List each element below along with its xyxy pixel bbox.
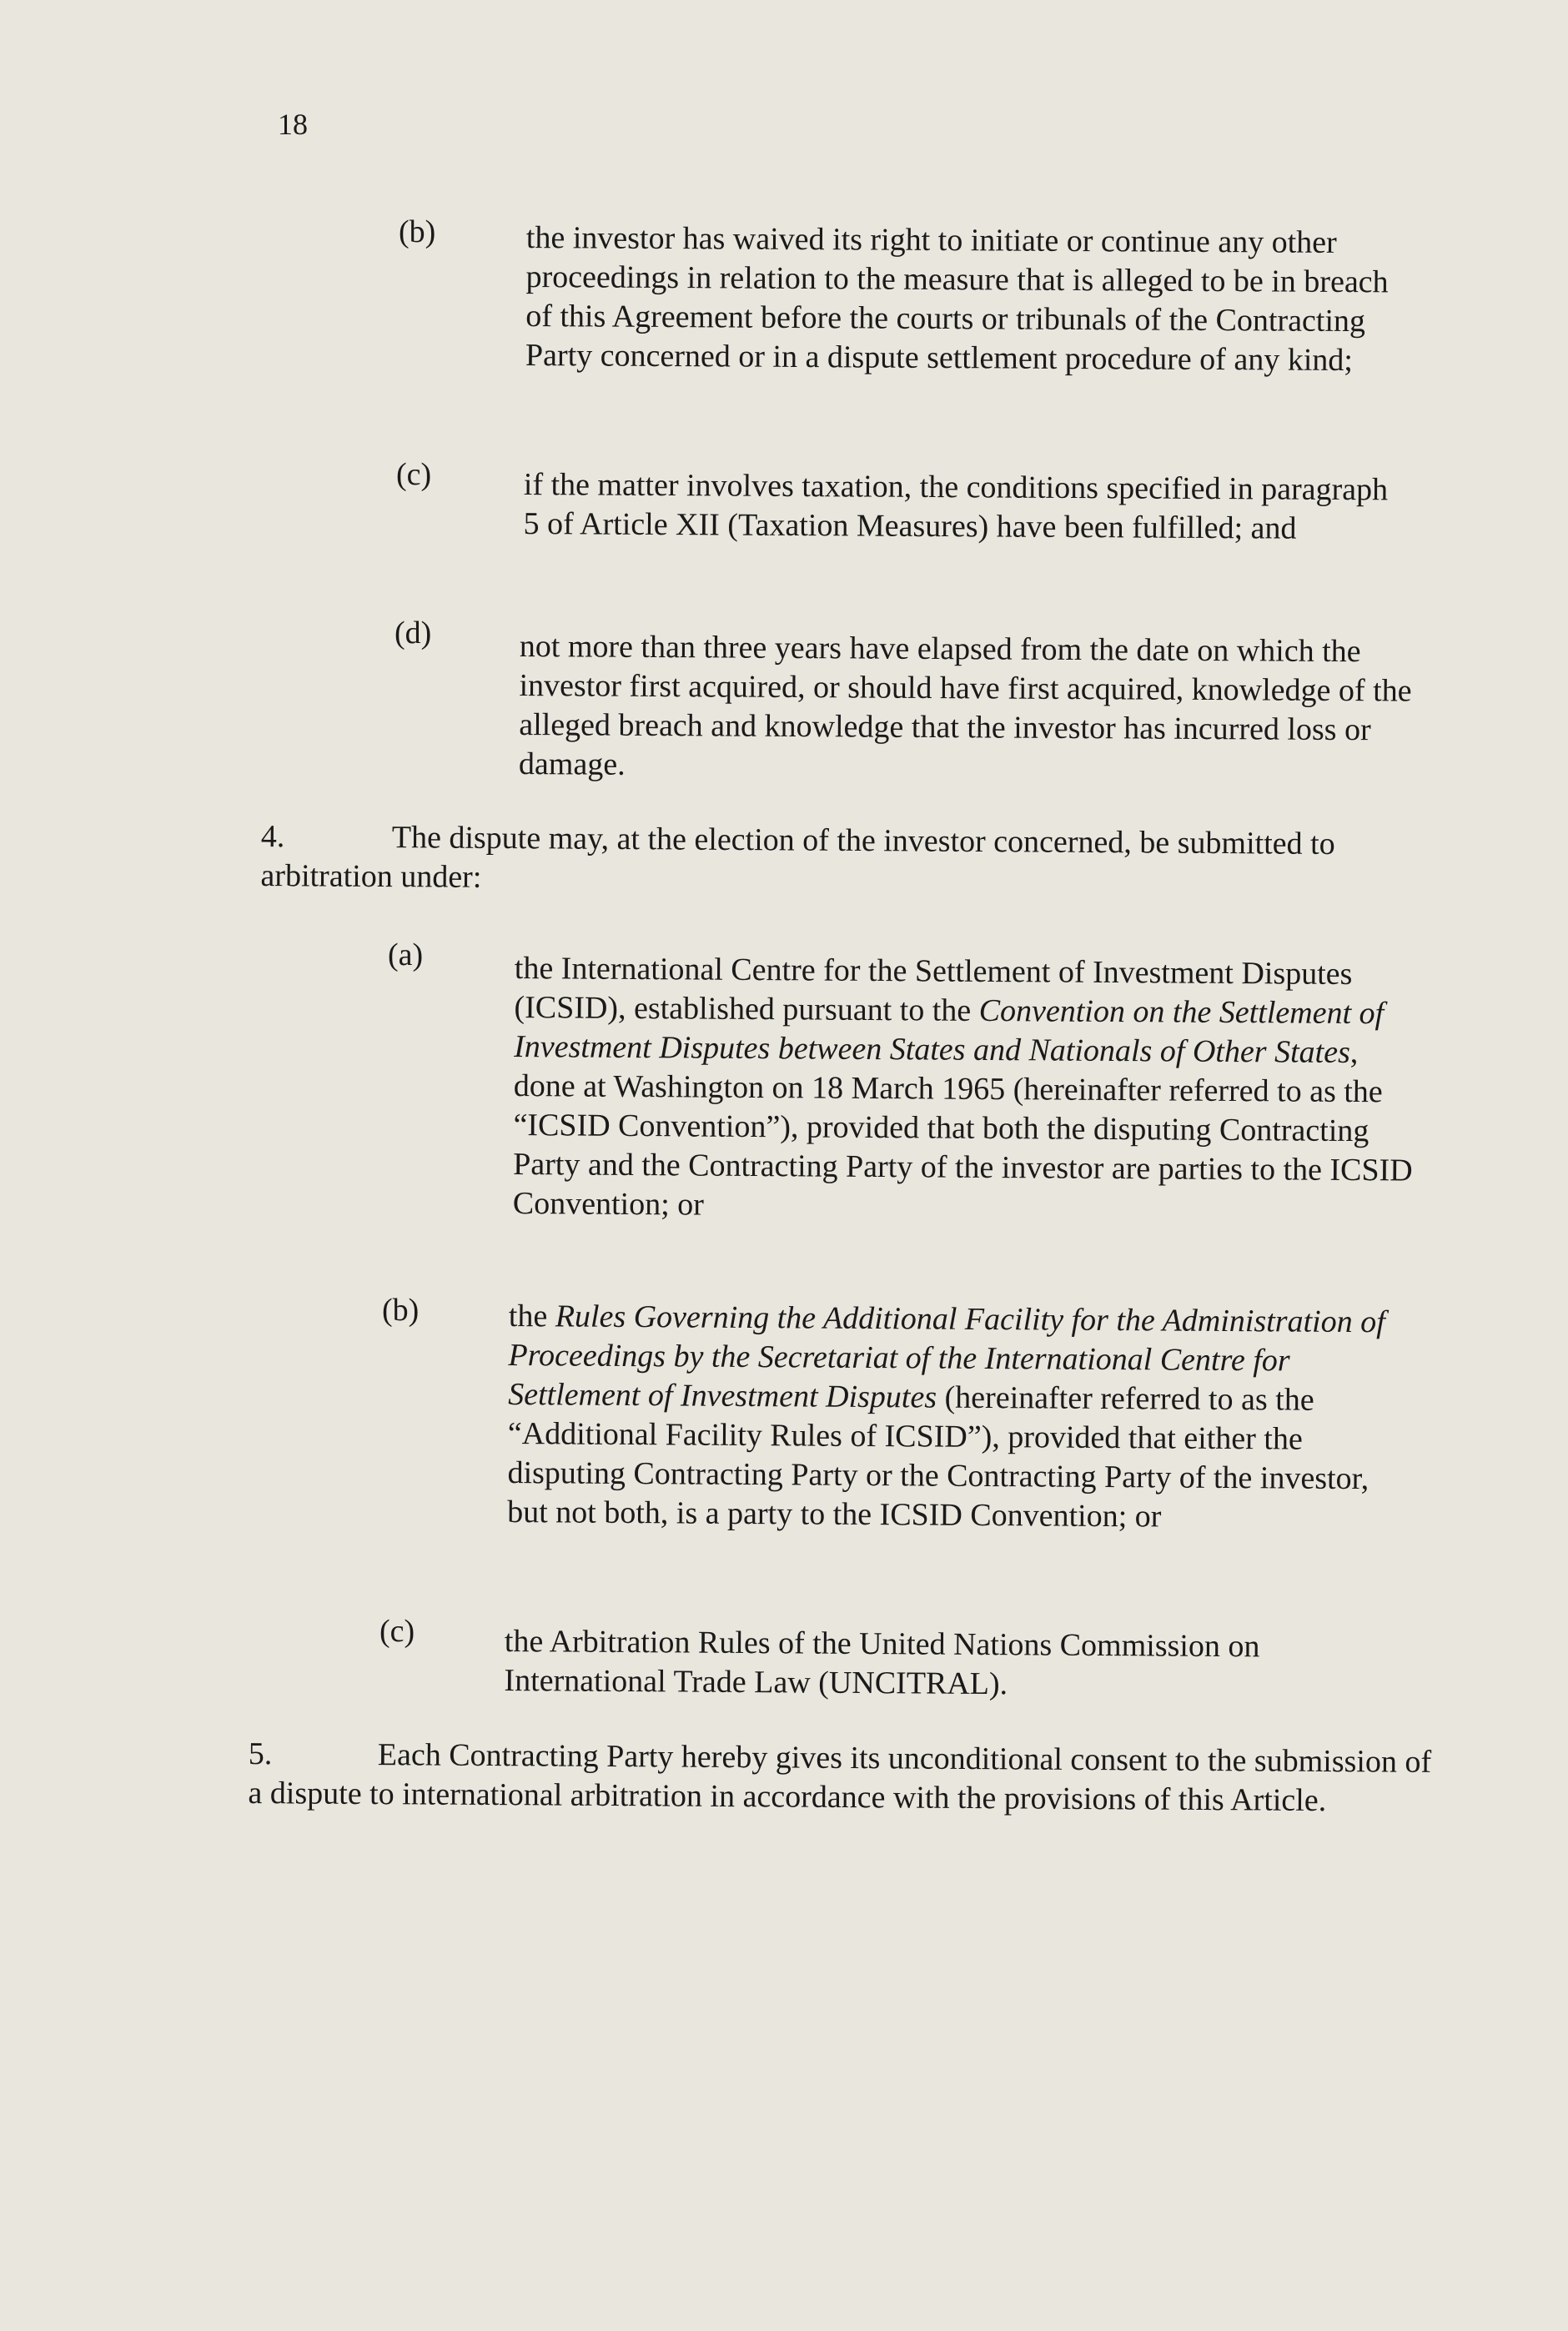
option-text-b	[507, 1297, 1418, 1539]
item-label-c: (c)	[396, 457, 432, 492]
option-b-rules-title: Rules Governing the Additional Facility for the Administration of Proceedings by the Secretariat of the International Centre for Settlement of Investment Disputes	[508, 1299, 1385, 1415]
paragraph-5-number: 5.	[248, 1736, 273, 1772]
option-b-text-part2: (hereinafter referred to as the “Additional Facility Rules of ICSID”), provided that either the disputing Contracting Party or the Contracting Party of the investor, but not both, is a party to the ICSID Convention; or	[507, 1379, 1369, 1535]
option-text-a	[513, 949, 1415, 1230]
option-label-a: (a)	[388, 937, 424, 972]
item-text-c: if the matter involves taxation, the conditions specified in paragraph 5 of Article XII (Taxation Measures) have been fulfilled; and	[523, 466, 1389, 546]
option-a-convention-title: Convention on the Settlement of Investment Disputes between States and Nationals of Other States	[514, 992, 1385, 1070]
paragraph-4	[260, 817, 1429, 904]
item-text-b: the investor has waived its right to initiate or continue any other proceedings in relation to the measure that is alleged to be in breach of this Agreement before the courts or tribunals of the Contracting Party concerned or in a dispute settlement procedure of any kind;	[525, 219, 1389, 379]
paragraph-4-number: 4.	[260, 818, 285, 855]
item-label-d: (d)	[395, 615, 432, 651]
paragraph-4-text: The dispute may, at the election of the investor concerned, be submitted to arbitration under:	[260, 820, 1335, 895]
paragraph-5-text: Each Contracting Party hereby gives its unconditional consent to the submission of a dispute to international arbitration in accordance with the provisions of this Article.	[248, 1737, 1432, 1819]
option-a-text-part2: , done at Washington on 18 March 1965 (hereinafter referred to as the “ICSID Convention”), provided that both the disputing Contracting Party and the Contracting Party of the investor are parties to the ICSID Convention; or	[512, 1034, 1413, 1223]
item-text-d: not more than three years have elapsed from the date on which the investor first acquired, or should have first acquired, knowledge of the alleged breach and knowledge that the investor has incurred loss or damage.	[518, 628, 1412, 782]
paragraph-5	[248, 1735, 1433, 1821]
option-label-b: (b)	[382, 1293, 420, 1328]
item-label-b: (b)	[399, 214, 436, 249]
option-b-text-part1: the	[508, 1299, 555, 1334]
page-number: 18	[278, 108, 308, 141]
option-a-text-part1: the International Centre for the Settlement of Investment Disputes (ICSID), established pursuant to the	[514, 951, 1353, 1028]
option-text-c: the Arbitration Rules of the United Nations Commission on International Trade Law (UNCITRAL).	[504, 1624, 1260, 1702]
option-label-c: (c)	[379, 1614, 415, 1649]
